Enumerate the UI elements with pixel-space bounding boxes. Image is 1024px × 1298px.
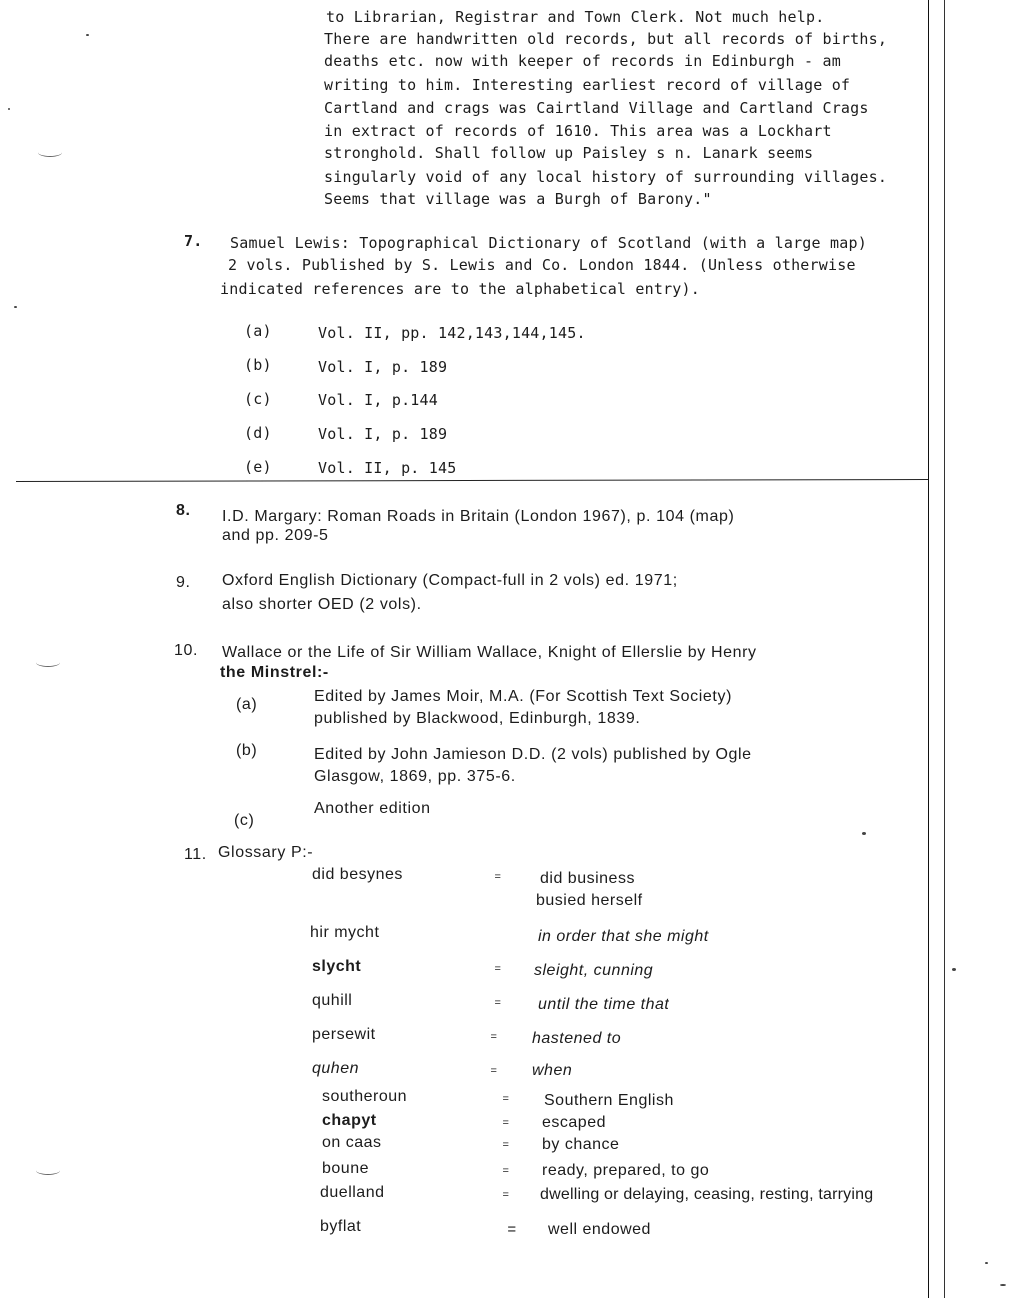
item-text: Vol. I, p. 189 — [318, 358, 448, 376]
glossary-separator: = — [502, 1189, 510, 1201]
note-number: 7. — [184, 232, 203, 250]
note-7-line: indicated references are to the alphabetical entry). — [220, 280, 700, 298]
glossary-term: slycht — [312, 958, 362, 975]
glossary-meaning: by chance — [542, 1136, 620, 1153]
item-label: (c) — [244, 390, 272, 408]
glossary-term: boune — [322, 1160, 369, 1177]
glossary-separator: = — [502, 1117, 510, 1129]
glossary-separator: = — [507, 1221, 517, 1238]
glossary-separator: = — [494, 871, 502, 883]
right-margin-rule — [928, 0, 929, 1298]
note-8-line: and pp. 209-5 — [222, 527, 329, 544]
item-text: Vol. I, p.144 — [318, 391, 438, 409]
item-label: (c) — [234, 812, 255, 829]
note-number: 10. — [174, 642, 199, 659]
scan-mark — [36, 658, 60, 667]
glossary-separator: = — [502, 1139, 510, 1151]
item-text: Glasgow, 1869, pp. 375-6. — [314, 768, 516, 785]
intro-line: in extract of records of 1610. This area was a Lockhart — [324, 122, 832, 140]
note-8-line: I.D. Margary: Roman Roads in Britain (London 1967), p. 104 (map) — [222, 508, 735, 525]
item-text: Another edition — [314, 800, 431, 817]
item-label: (a) — [244, 322, 272, 340]
scan-speck — [952, 968, 956, 971]
item-label: (e) — [244, 458, 272, 476]
scan-mark — [36, 1166, 60, 1175]
glossary-separator: = — [494, 963, 502, 975]
scan-speck — [985, 1262, 988, 1264]
glossary-term: chapyt — [322, 1112, 377, 1129]
item-text: Vol. I, p. 189 — [318, 425, 448, 443]
glossary-separator: = — [502, 1093, 510, 1105]
item-label: (a) — [236, 696, 258, 713]
note-number: 11. — [184, 846, 207, 863]
item-label: (b) — [236, 742, 258, 759]
note-7-line: Samuel Lewis: Topographical Dictionary of Scotland (with a large map) — [230, 234, 867, 252]
item-label: (d) — [244, 424, 272, 442]
glossary-title: Glossary P:- — [218, 844, 314, 861]
glossary-separator: = — [490, 1031, 498, 1043]
scan-speck — [1000, 1284, 1006, 1286]
glossary-meaning: did business — [540, 870, 635, 887]
intro-line: singularly void of any local history of surrounding villages. — [324, 168, 888, 186]
item-label: (b) — [244, 356, 272, 374]
item-text: Edited by John Jamieson D.D. (2 vols) published by Ogle — [314, 746, 752, 763]
item-text: Edited by James Moir, M.A. (For Scottish Text Society) — [314, 688, 733, 705]
glossary-term: quhen — [312, 1060, 359, 1077]
glossary-meaning: hastened to — [532, 1030, 622, 1047]
item-text: Vol. II, p. 145 — [318, 459, 457, 477]
scan-speck — [14, 306, 17, 308]
intro-line: writing to him. Interesting earliest record of village of — [324, 76, 851, 94]
item-text: Vol. II, pp. 142,143,144,145. — [318, 324, 586, 342]
glossary-meaning: sleight, cunning — [534, 962, 654, 979]
scan-speck — [86, 34, 89, 36]
glossary-meaning: busied herself — [536, 892, 643, 909]
glossary-term: southeroun — [322, 1088, 408, 1105]
note-7-line: 2 vols. Published by S. Lewis and Co. London 1844. (Unless otherwise — [228, 256, 856, 274]
note-9-line: Oxford English Dictionary (Compact-full in 2 vols) ed. 1971; — [222, 572, 678, 589]
glossary-meaning: in order that she might — [538, 928, 709, 945]
glossary-meaning: until the time that — [538, 996, 670, 1013]
glossary-term: did besynes — [312, 866, 403, 883]
item-text: published by Blackwood, Edinburgh, 1839. — [314, 710, 641, 727]
intro-line: There are handwritten old records, but all records of births, — [324, 30, 888, 48]
glossary-term: duelland — [320, 1184, 385, 1201]
glossary-separator: = — [490, 1065, 498, 1077]
scan-speck — [862, 832, 866, 835]
glossary-term: on caas — [322, 1134, 382, 1151]
note-10-line: the Minstrel:- — [220, 664, 329, 681]
glossary-meaning: when — [532, 1062, 573, 1079]
glossary-term: persewit — [312, 1026, 376, 1043]
glossary-term: quhill — [312, 992, 353, 1009]
intro-line: Seems that village was a Burgh of Barony." — [324, 190, 712, 208]
glossary-separator: = — [494, 997, 502, 1009]
note-9-line: also shorter OED (2 vols). — [222, 596, 422, 613]
glossary-meaning: Southern English — [544, 1092, 674, 1109]
glossary-meaning: escaped — [542, 1114, 606, 1131]
note-number: 8. — [176, 502, 191, 519]
right-margin-rule-2 — [944, 0, 945, 1298]
intro-line: Cartland and crags was Cairtland Village and Cartland Crags — [324, 99, 869, 117]
intro-line: stronghold. Shall follow up Paisley s n. Lanark seems — [324, 144, 814, 162]
scan-mark — [38, 148, 62, 157]
glossary-separator: = — [502, 1165, 510, 1177]
glossary-meaning: well endowed — [548, 1221, 651, 1238]
note-number: 9. — [176, 574, 191, 591]
intro-line: to Librarian, Registrar and Town Clerk. Not much help. — [326, 8, 825, 26]
glossary-term: byflat — [320, 1218, 362, 1235]
note-10-line: Wallace or the Life of Sir William Wallace, Knight of Ellerslie by Henry — [222, 644, 757, 661]
intro-line: deaths etc. now with keeper of records in Edinburgh - am — [324, 52, 841, 70]
glossary-meaning: dwelling or delaying, ceasing, resting, tarrying — [540, 1186, 874, 1203]
page-fold-line — [16, 479, 928, 482]
glossary-meaning: ready, prepared, to go — [542, 1162, 710, 1179]
scan-speck — [8, 108, 10, 110]
glossary-term: hir mycht — [310, 924, 380, 941]
